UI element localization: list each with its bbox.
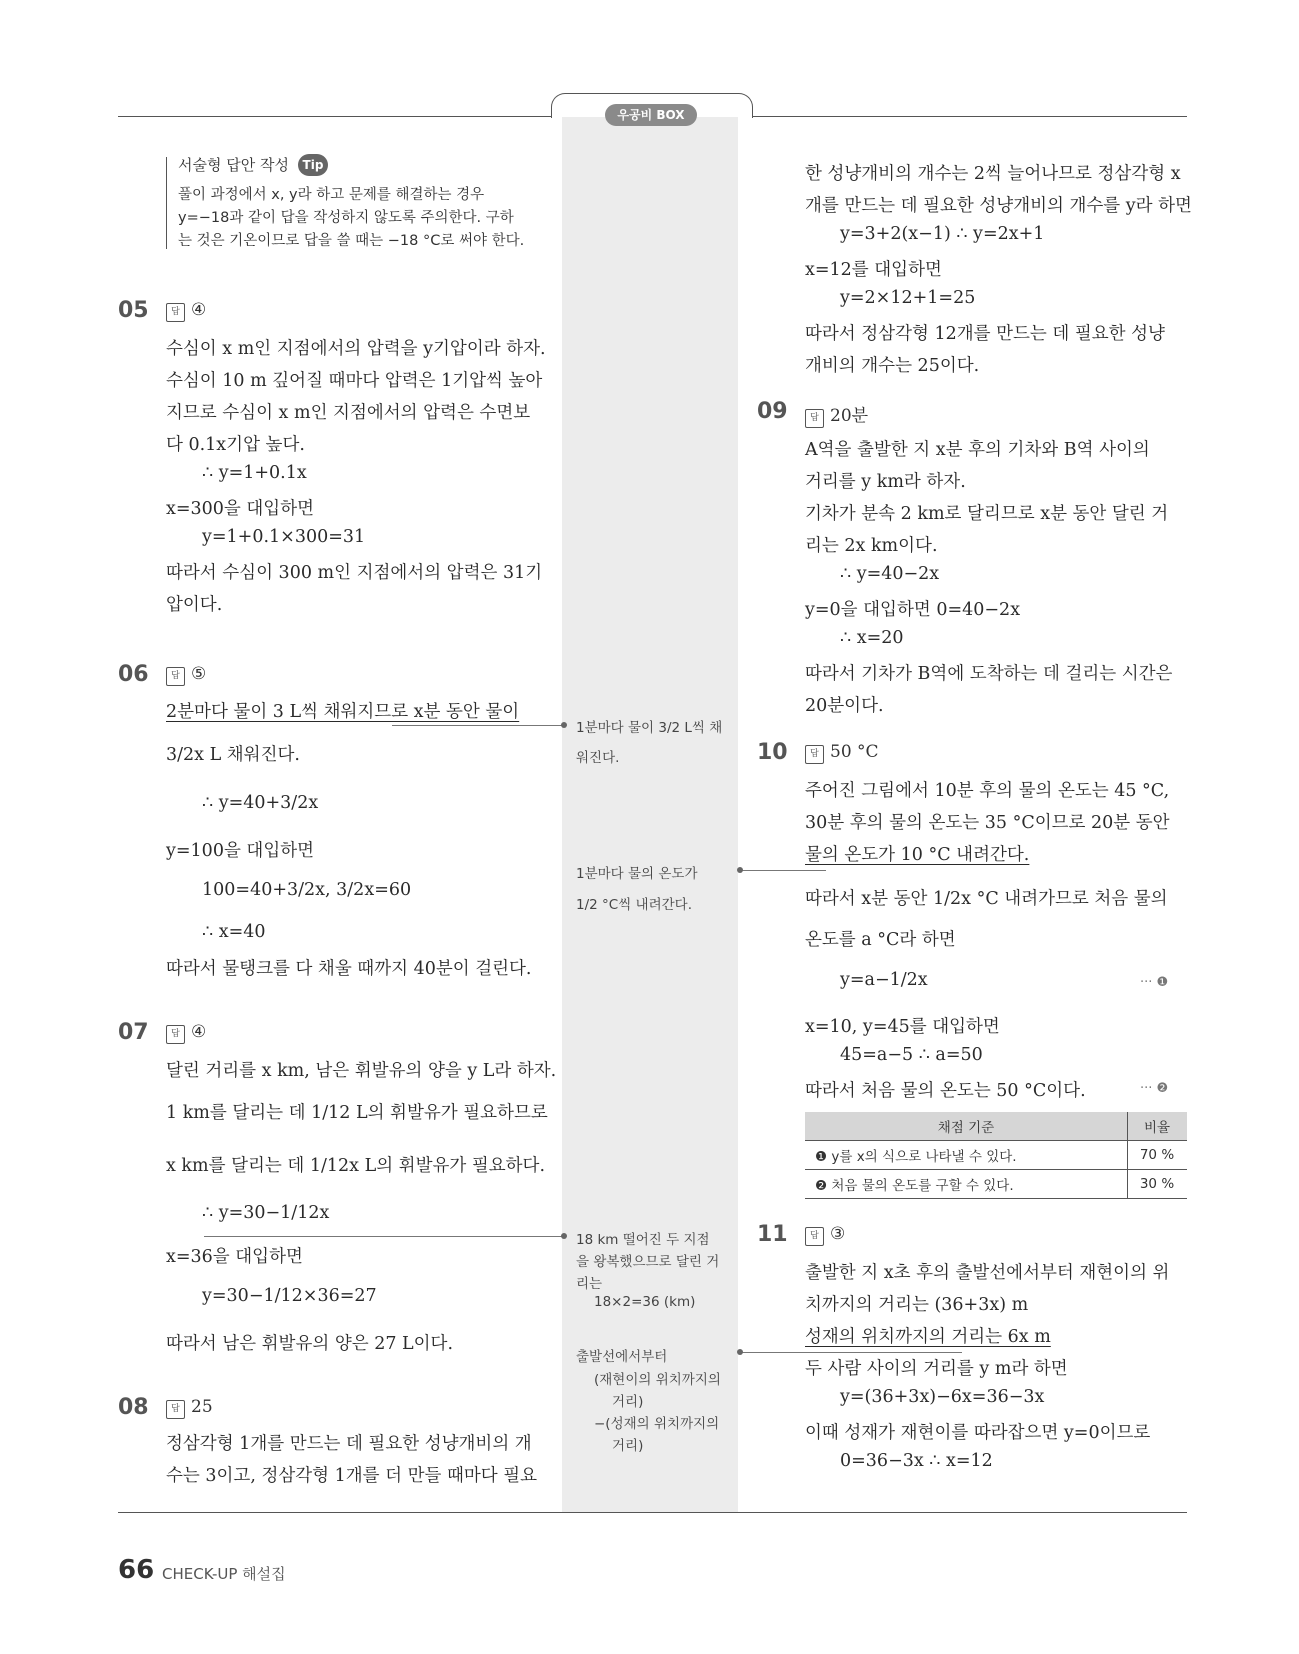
answer-value: ⑤: [191, 664, 207, 684]
solution-line: 수는 3이고, 정삼각형 1개를 더 만들 때마다 필요: [166, 1466, 538, 1486]
solution-line: 30분 후의 물의 온도는 35 °C이므로 20분 동안: [805, 813, 1170, 833]
question-number: 08: [118, 1395, 149, 1420]
connector-line: [204, 1236, 564, 1237]
question-number: 06: [118, 662, 149, 687]
connector-dot: [561, 1233, 567, 1239]
question-number: 11: [757, 1222, 788, 1247]
solution-line: 물의 온도가 10 °C 내려간다.: [805, 845, 1030, 865]
solution-line: 온도를 a °C라 하면: [805, 930, 956, 950]
answer-icon: 답: [166, 303, 185, 322]
solution-line: 치까지의 거리는 (36+3x) m: [805, 1295, 1029, 1315]
question-number: 09: [757, 399, 788, 424]
solution-line: 이때 성재가 재현이를 따라잡으면 y=0이므로: [805, 1423, 1151, 1443]
solution-line: 따라서 수심이 300 m인 지점에서의 압력은 31기: [166, 563, 543, 583]
side-note-line: −(성재의 위치까지의: [594, 1416, 720, 1432]
question-number: 10: [757, 740, 788, 765]
solution-line: x=12를 대입하면: [805, 260, 942, 280]
side-note-line: 18 km 떨어진 두 지점: [576, 1232, 710, 1248]
solution-line: ∴ y=1+0.1x: [202, 463, 307, 483]
solution-line: 지므로 수심이 x m인 지점에서의 압력은 수면보: [166, 403, 531, 423]
question-number: 05: [118, 298, 149, 323]
table-header-row: [805, 1112, 1187, 1141]
box-label: 우공비 BOX: [605, 104, 697, 126]
solution-line: ∴ y=40−2x: [840, 564, 940, 584]
solution-line: 거리를 y km라 하자.: [805, 472, 966, 492]
solution-line: 출발한 지 x초 후의 출발선에서부터 재현이의 위: [805, 1263, 1170, 1283]
answer: [166, 1022, 206, 1044]
solution-line: 주어진 그림에서 10분 후의 물의 온도는 45 °C,: [805, 781, 1170, 801]
connector-dot: [737, 867, 743, 873]
solution-line: 45=a−5 ∴ a=50: [840, 1045, 983, 1065]
solution-line: 수심이 10 m 깊어질 때마다 압력은 1기압씩 높아: [166, 371, 543, 391]
solution-line: A역을 출발한 지 x분 후의 기차와 B역 사이의: [805, 440, 1150, 460]
answer: [166, 300, 206, 322]
side-note-line: 1/2 °C씩 내려간다.: [576, 897, 692, 913]
solution-line: ∴ x=40: [202, 922, 266, 942]
solution-line: 따라서 기차가 B역에 도착하는 데 걸리는 시간은: [805, 664, 1173, 684]
side-note-line: 을 왕복했으므로 달린 거: [576, 1254, 720, 1270]
solution-line: x=300을 대입하면: [166, 499, 315, 519]
page-number: 66: [118, 1555, 155, 1585]
answer: [166, 1397, 213, 1419]
answer: [805, 401, 868, 428]
answer-value: 20분: [830, 406, 869, 426]
solution-line: ∴ y=30−1/12x: [202, 1203, 330, 1223]
solution-line: y=3+2(x−1) ∴ y=2x+1: [840, 224, 1045, 244]
answer: [805, 742, 879, 764]
tip-title: 서술형 답안 작성: [178, 156, 289, 174]
answer-value: ④: [191, 1022, 207, 1042]
footer-title: CHECK-UP 해설집: [162, 1565, 286, 1583]
solution-line: 다 0.1x기압 높다.: [166, 435, 305, 455]
solution-line: ∴ y=40+3/2x: [202, 793, 319, 813]
tip-line: y=−18과 같이 답을 작성하지 않도록 주의한다. 구하: [178, 210, 514, 226]
answer-value: ③: [830, 1224, 846, 1244]
solution-line: y=(36+3x)−6x=36−3x: [840, 1387, 1045, 1407]
table-cell: 70 %: [1128, 1141, 1188, 1170]
solution-line: 따라서 남은 휘발유의 양은 27 L이다.: [166, 1334, 454, 1354]
answer-icon: 답: [166, 1025, 185, 1044]
side-note-line: 거리): [612, 1438, 644, 1454]
solution-line: x=10, y=45를 대입하면: [805, 1017, 1000, 1037]
side-note-line: 1분마다 물이 3/2 L씩 채: [576, 720, 723, 736]
solution-line: 수심이 x m인 지점에서의 압력을 y기압이라 하자.: [166, 339, 546, 359]
side-note-line: 출발선에서부터: [576, 1349, 668, 1365]
table-row: [805, 1170, 1187, 1199]
solution-line: y=100을 대입하면: [166, 841, 315, 861]
bottom-rule: [118, 1512, 1187, 1513]
answer-icon: 답: [166, 1400, 185, 1419]
solution-line: 따라서 정삼각형 12개를 만드는 데 필요한 성냥: [805, 324, 1165, 344]
solution-line: 2분마다 물이 3 L씩 채워지므로 x분 동안 물이: [166, 702, 520, 722]
table-row: [805, 1141, 1187, 1170]
answer-icon: 답: [805, 745, 824, 764]
answer: [805, 1224, 845, 1246]
side-note-line: 거리): [612, 1394, 644, 1410]
answer-icon: 답: [805, 409, 824, 428]
solution-line: 개를 만드는 데 필요한 성냥개비의 개수를 y라 하면: [805, 196, 1192, 216]
marker-1: ··· ❶: [1140, 975, 1169, 990]
question-number: 07: [118, 1020, 149, 1045]
table-header: 비율: [1128, 1112, 1188, 1141]
solution-line: 한 성냥개비의 개수는 2씩 늘어나므로 정삼각형 x: [805, 164, 1181, 184]
solution-line: 따라서 x분 동안 1/2x °C 내려가므로 처음 물의: [805, 889, 1168, 909]
side-note-line: 18×2=36 (km): [594, 1294, 696, 1310]
side-note-line: (재현이의 위치까지의: [594, 1372, 721, 1388]
solution-line: y=0을 대입하면 0=40−2x: [805, 600, 1021, 620]
answer-value: ④: [191, 300, 207, 320]
solution-line: 1 km를 달리는 데 1/12 L의 휘발유가 필요하므로: [166, 1103, 548, 1123]
connector-line: [740, 1352, 962, 1353]
solution-line: 3/2x L 채워진다.: [166, 745, 300, 765]
solution-line: y=a−1/2x: [840, 970, 928, 990]
solution-line: 20분이다.: [805, 696, 884, 716]
answer-value: 25: [191, 1397, 213, 1417]
tip-line: 는 것은 기온이므로 답을 쓸 때는 −18 °C로 써야 한다.: [178, 233, 525, 249]
connector-line: [740, 870, 826, 871]
connector-dot: [561, 722, 567, 728]
solution-line: 따라서 물탱크를 다 채울 때까지 40분이 걸린다.: [166, 959, 532, 979]
tip-line: 풀이 과정에서 x, y라 하고 문제를 해결하는 경우: [178, 187, 485, 203]
side-note-line: 리는: [576, 1276, 603, 1292]
solution-line: 압이다.: [166, 595, 223, 615]
solution-line: 정삼각형 1개를 만드는 데 필요한 성냥개비의 개: [166, 1434, 532, 1454]
solution-line: y=2×12+1=25: [840, 288, 976, 308]
answer-value: 50 °C: [830, 742, 879, 762]
tip-badge: Tip: [298, 154, 328, 176]
solution-line: 개비의 개수는 25이다.: [805, 356, 980, 376]
solution-line: y=1+0.1×300=31: [202, 527, 366, 547]
side-note-line: 1분마다 물의 온도가: [576, 866, 698, 882]
side-note-line: 워진다.: [576, 750, 620, 766]
table-cell: 30 %: [1128, 1170, 1188, 1199]
table-cell: ❶ y를 x의 식으로 나타낼 수 있다.: [805, 1141, 1128, 1170]
solution-line: x=36을 대입하면: [166, 1247, 303, 1267]
solution-line: 100=40+3/2x, 3/2x=60: [202, 880, 412, 900]
connector-dot: [737, 1349, 743, 1355]
answer-icon: 답: [166, 667, 185, 686]
solution-line: x km를 달리는 데 1/12x L의 휘발유가 필요하다.: [166, 1156, 546, 1176]
solution-line: 따라서 처음 물의 온도는 50 °C이다.: [805, 1081, 1086, 1101]
table-header: 채점 기준: [805, 1112, 1128, 1141]
solution-line: 리는 2x km이다.: [805, 536, 938, 556]
solution-line: 0=36−3x ∴ x=12: [840, 1451, 993, 1471]
answer-icon: 답: [805, 1227, 824, 1246]
solution-line: ∴ x=20: [840, 628, 904, 648]
solution-line: y=30−1/12×36=27: [202, 1286, 377, 1306]
scoring-table: [805, 1112, 1187, 1199]
answer: [166, 664, 206, 686]
solution-line: 기차가 분속 2 km로 달리므로 x분 동안 달린 거: [805, 504, 1169, 524]
marker-2: ··· ❷: [1140, 1081, 1169, 1096]
connector-line: [392, 725, 564, 726]
solution-line: 달린 거리를 x km, 남은 휘발유의 양을 y L라 하자.: [166, 1061, 557, 1081]
table-cell: ❷ 처음 물의 온도를 구할 수 있다.: [805, 1170, 1128, 1199]
solution-line: 성재의 위치까지의 거리는 6x m: [805, 1327, 1051, 1347]
solution-line: 두 사람 사이의 거리를 y m라 하면: [805, 1359, 1068, 1379]
